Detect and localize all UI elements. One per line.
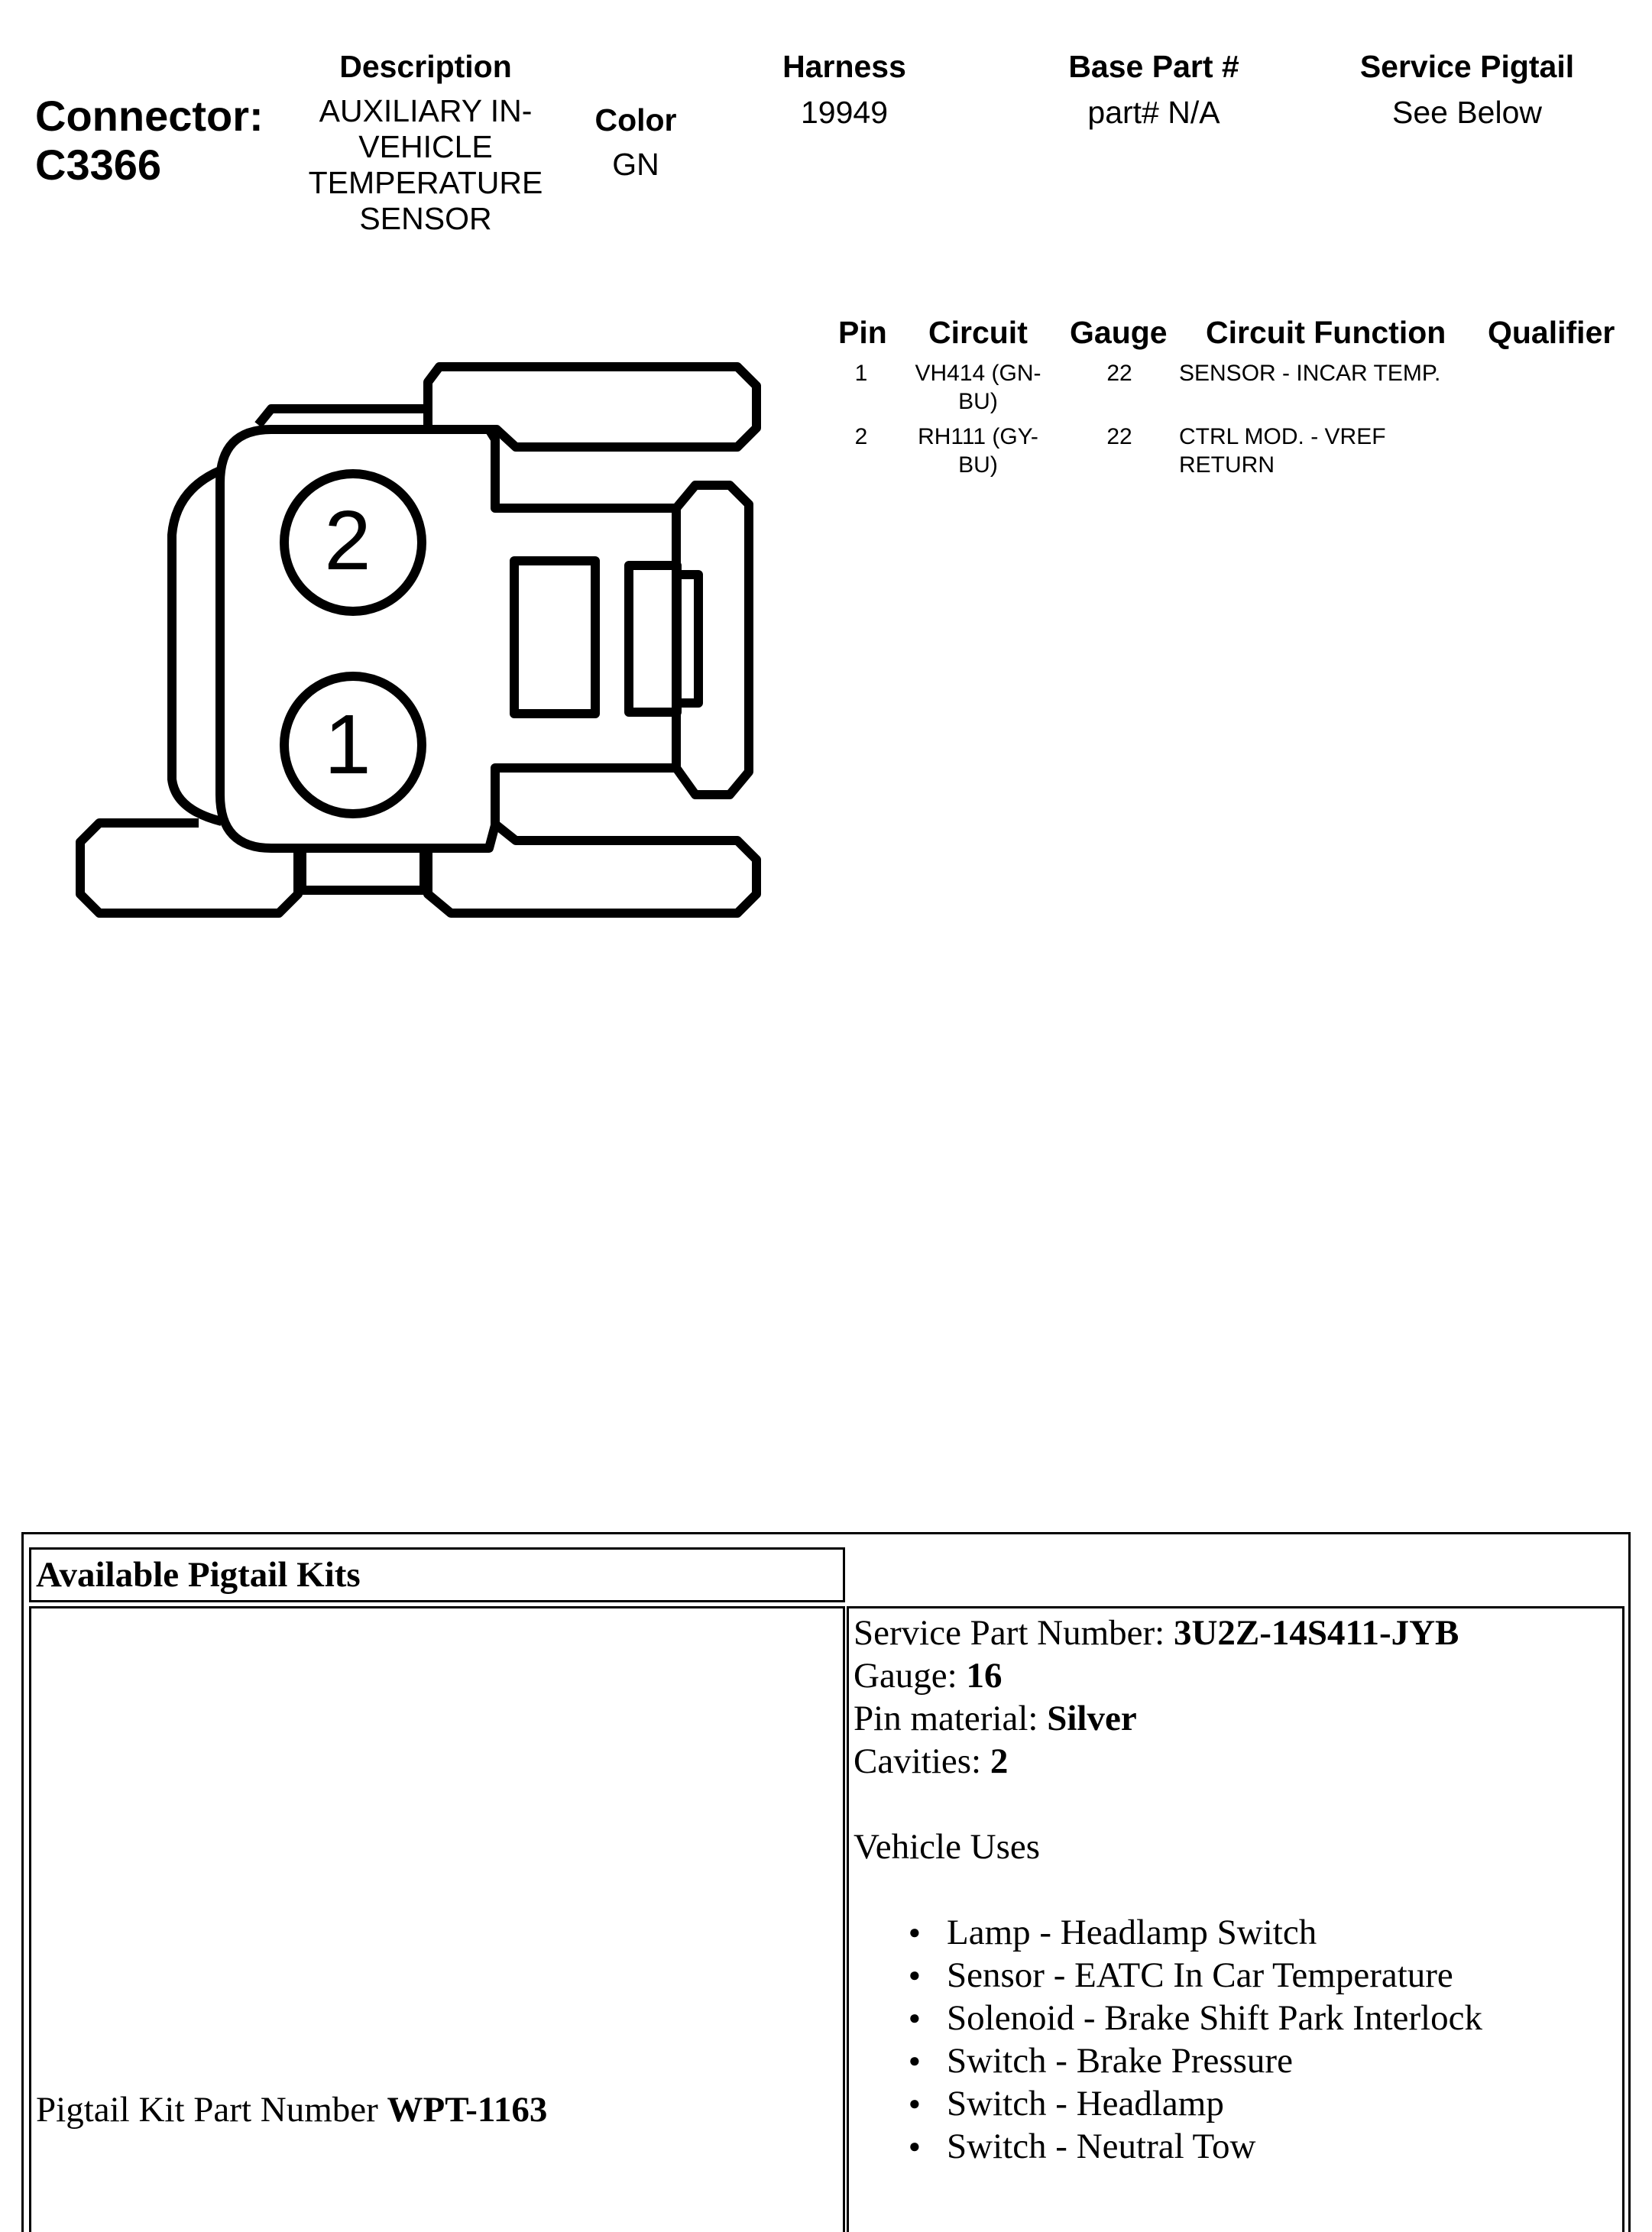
circuit-line: VH414 (GN- [915,361,1041,386]
connector-body [220,429,676,848]
description-line: AUXILIARY IN- [319,93,533,128]
circuit-line: RH111 (GY- [918,424,1038,449]
color-header: Color [594,102,677,138]
pigtail-kit-part-value: WPT-1163 [387,2090,548,2130]
list-item: ● Lamp - Headlamp Switch [909,1911,1618,1954]
color-value: GN [612,147,659,182]
right-latch [676,485,749,795]
cavities-value: 2 [990,1741,1009,1781]
pin-2-label: 2 [324,494,371,588]
pin-number: 2 [854,424,868,449]
description-line: SENSOR [359,201,492,236]
service-pigtail-header: Service Pigtail [1359,49,1575,84]
gauge-cell: 22 [1106,424,1132,449]
circuit-cell [894,423,1062,479]
service-pigtail-value: See Below [1391,95,1542,130]
base-part-value: part# N/A [1087,95,1220,130]
bottom-left-foot [80,823,298,913]
list-item: ● Sensor - EATC In Car Temperature [909,1954,1618,1997]
pigtail-kit-part-number [36,2088,547,2131]
service-part-label: Service Part Number: [854,1613,1174,1653]
pin-number: 1 [854,361,868,386]
pigtail-kit-part-label: Pigtail Kit Part Number [36,2090,387,2130]
qualifier-column-header: Qualifier [1488,315,1615,350]
list-item: ● Solenoid - Brake Shift Park Interlock [909,1997,1618,2039]
function-line: SENSOR - INCAR TEMP. [1179,361,1441,386]
kit-gauge-value: 16 [966,1656,1003,1696]
harness-value: 19949 [800,95,888,130]
pin-material [854,1697,1618,1740]
connector-face-diagram [0,0,841,963]
circuit-column-header: Circuit [928,315,1028,350]
pigtail-kits-title: Available Pigtail Kits [36,1555,361,1595]
pin-column-header: Pin [838,315,887,350]
bottom-tab [302,848,424,890]
list-item: ● Switch - Headlamp [909,2082,1618,2125]
left-side-wall [172,470,222,821]
service-part-value: 3U2Z-14S411-JYB [1173,1613,1459,1653]
pigtail-kit-details-cell [847,1606,1624,2232]
pin-material-label: Pin material: [854,1699,1048,1738]
pin-material-value: Silver [1047,1699,1137,1738]
gauge-column-header: Gauge [1070,315,1168,350]
circuit-function-column-header: Circuit Function [1206,315,1446,350]
center-slot [514,561,595,714]
function-line: CTRL MOD. - VREF [1179,424,1386,449]
description-line: VEHICLE [358,129,493,164]
vehicle-uses-list [909,1911,1618,2168]
vehicle-uses-heading: Vehicle Uses [854,1827,1041,1867]
pigtail-kit-image-cell [29,1606,845,2232]
base-part-header: Base Part # [1068,49,1239,84]
key-slot [629,565,677,712]
pigtail-kits-title-cell [29,1547,845,1602]
circuit-cell [894,359,1062,416]
circuit-line: BU) [958,389,998,414]
function-cell [1179,423,1485,479]
description-line: TEMPERATURE [308,165,543,200]
list-item: ● Switch - Neutral Tow [909,2125,1618,2168]
function-line: RETURN [1179,452,1275,478]
key-slot-inner [677,575,698,703]
bottom-latch [428,825,756,913]
kit-gauge-label: Gauge: [854,1656,967,1696]
cavities [854,1740,1618,1783]
pigtail-kit-details [854,1612,1618,2168]
description-header: Description [339,49,512,84]
gauge-cell: 22 [1106,361,1132,386]
function-cell [1179,359,1485,387]
top-latch [428,367,756,447]
circuit-line: BU) [958,452,998,478]
pin-1-label: 1 [324,698,371,792]
harness-header: Harness [782,49,906,84]
kit-gauge [854,1654,1618,1697]
list-item: ● Switch - Brake Pressure [909,2039,1618,2082]
cavities-label: Cavities: [854,1741,990,1781]
connector-id: C3366 [35,141,162,189]
service-part-number [854,1612,1618,1654]
connector-label: Connector: [35,92,264,140]
